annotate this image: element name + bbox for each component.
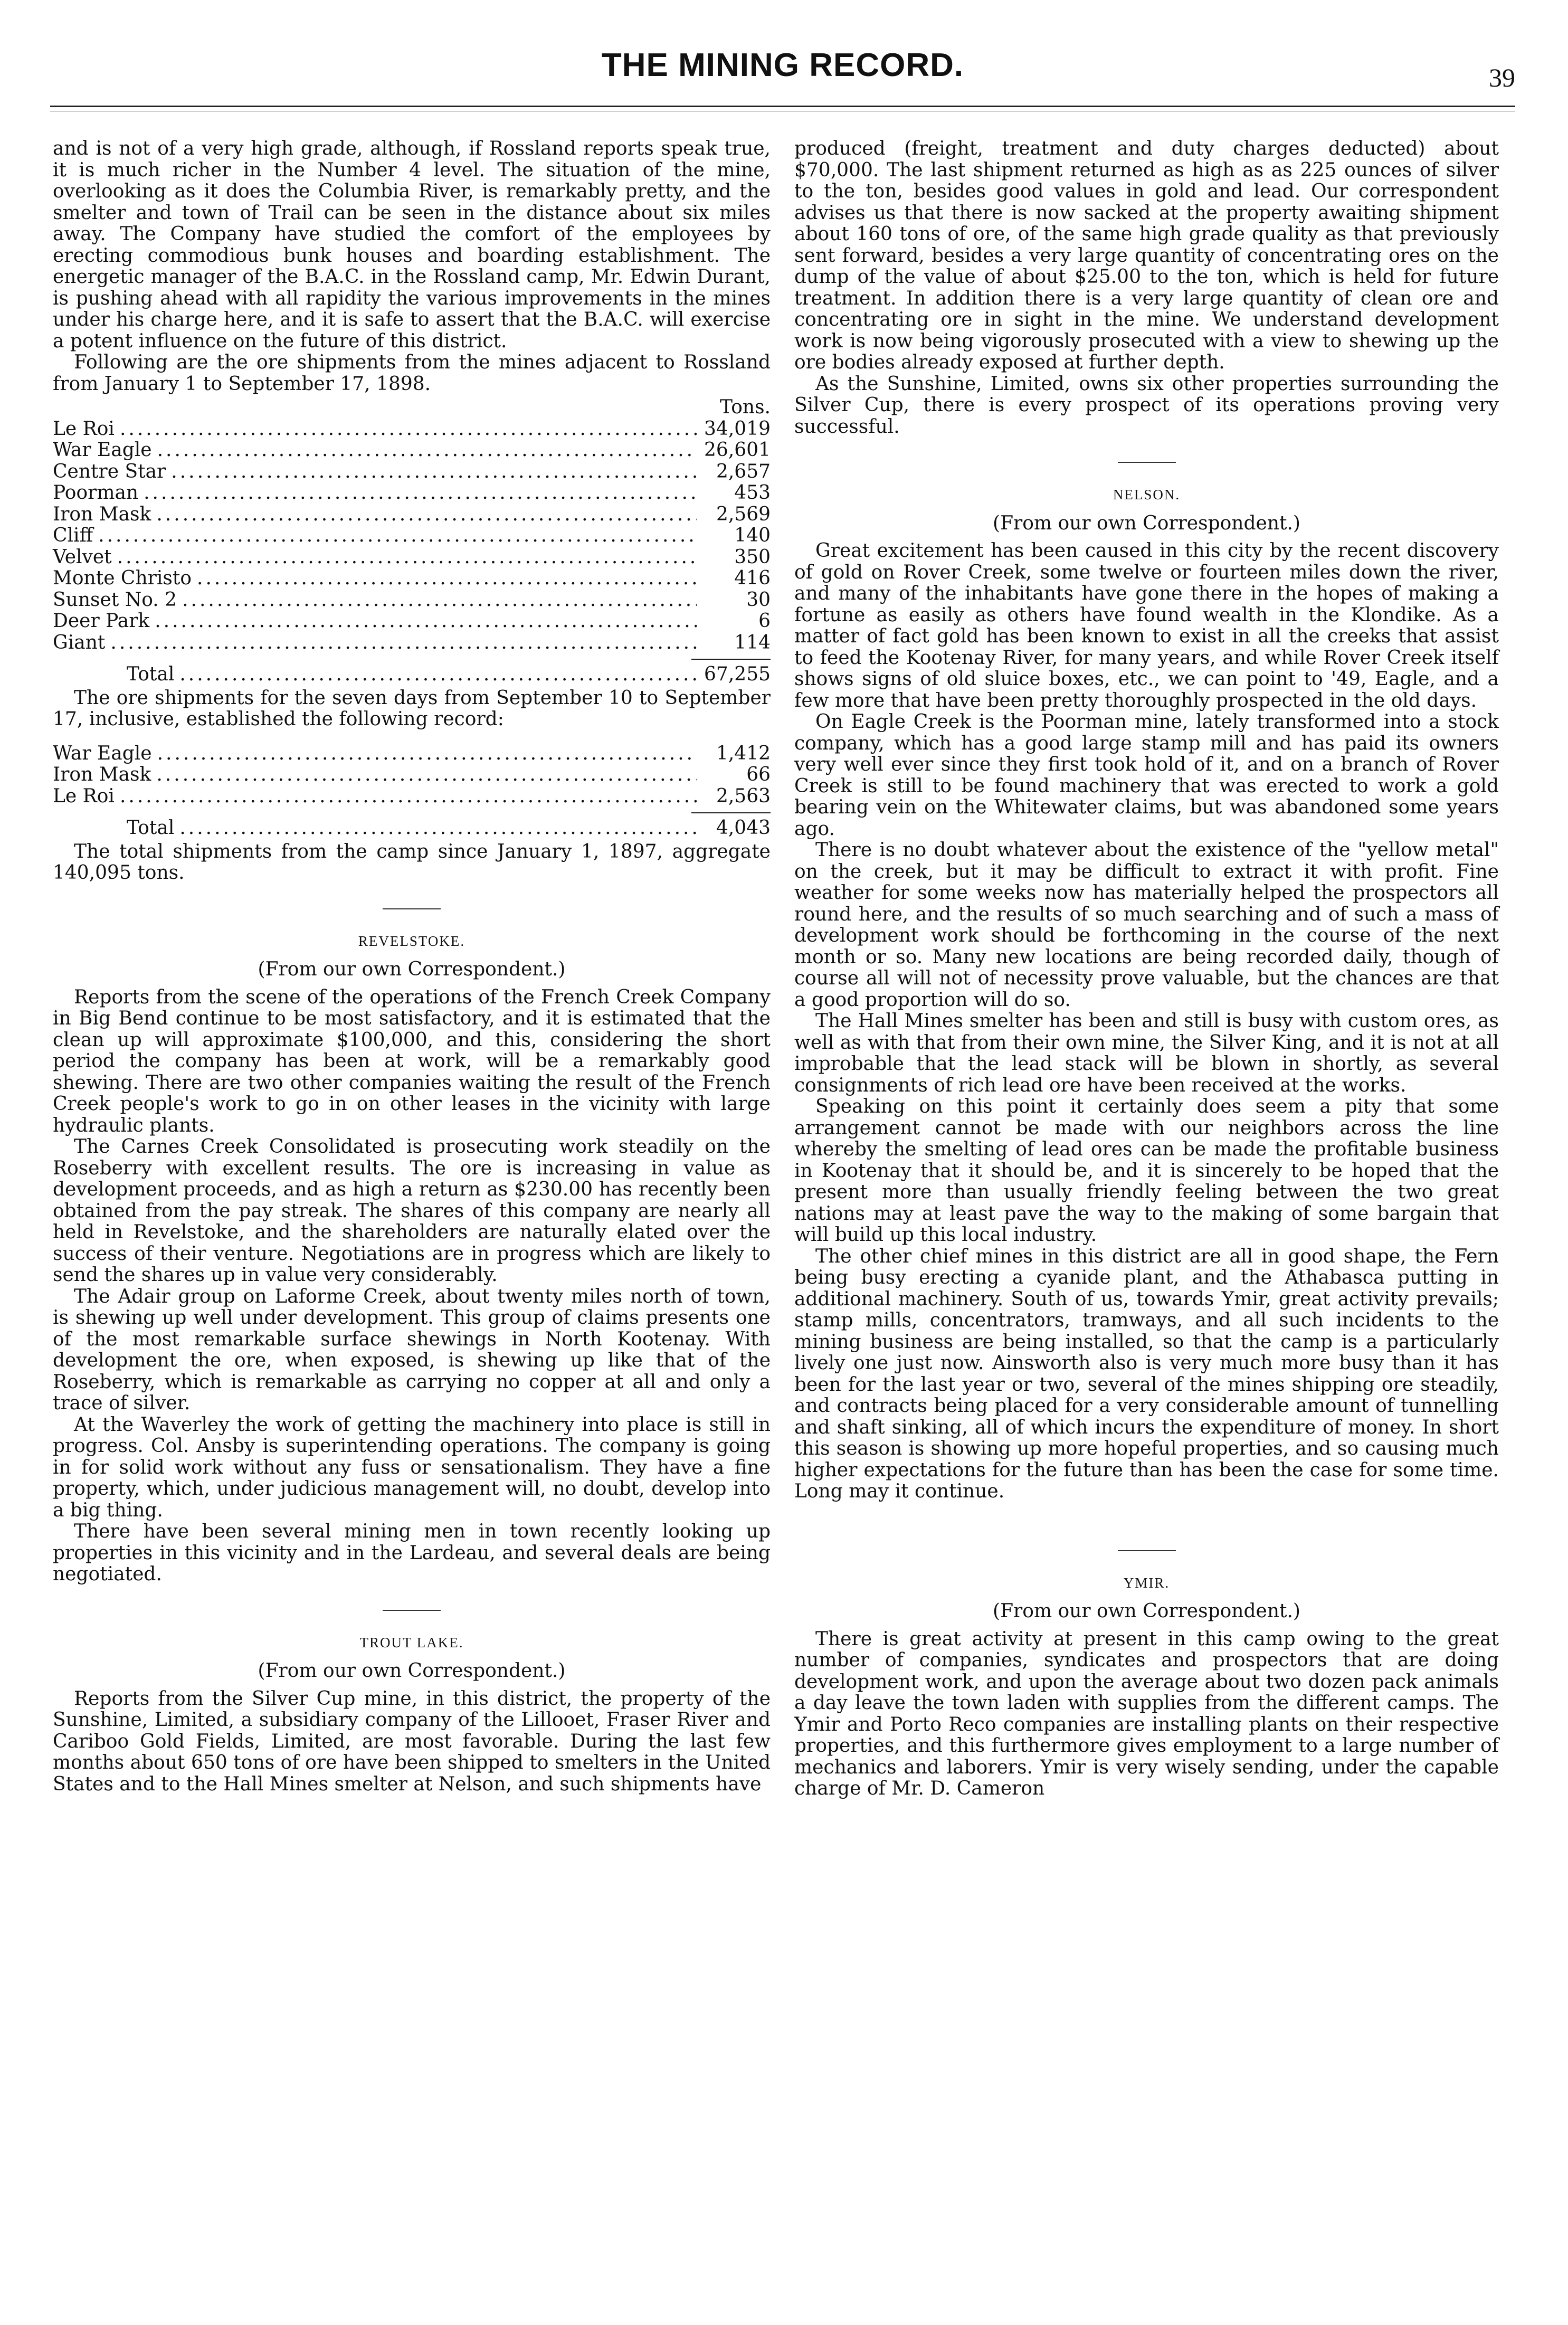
paragraph: Reports from the scene of the operations of the French Creek Company in Big Bend continue to be most satisfactory, and it is estimated that the clean up will approximate $100,000, and this, considering the short period the company has been at work, will be a remarkably good shewing. There are two other companies waiting the result of the French Creek people's work to go in on other leases in the vicinity with large hydraulic plants. <box>53 986 771 1136</box>
paragraph: Great excitement has been caused in this city by the recent discovery of gold on Rover Creek, some twelve or fourteen miles down the river, and many of the inhabitants have gone there in the hopes of making a fortune as easily as others have found wealth in the Klondike. As a matter of fact gold has been known to exist in all the creeks that assist to feed the Kootenay River, for many years, and while Rover Creek itself shows signs of old sluice boxes, etc., we can point to '49, Eagle, and a few more that have been pretty thoroughly prospected in the old days. <box>794 540 1499 711</box>
table-row: Monte Christo ..... 416 <box>53 568 771 590</box>
paragraph: The Carnes Creek Consolidated is prosecuting work steadily on the Roseberry with excellent results. The ore is increasing in value as development proceeds, and as high a return as $230.00 has recently been obtained from the pay streak. The shares of this company are nearly all held in Revelstoke, and the shareholders are naturally elated over the success of their venture. Negotiations are in progress which are likely to send the shares up in value very considerably. <box>53 1136 771 1286</box>
section-separator <box>1118 1550 1176 1551</box>
paragraph: and is not of a very high grade, although, if Rossland reports speak true, it is much richer in the Number 4 level. The situation of the mine, overlooking as it does the Columbia River, is remarkably pretty, and the smelter and town of Trail can be seen in the distance about six miles away. The Company have studied the comfort of the employees by erecting commodious bunk houses and boarding establishment. The energetic manager of the B.A.C. in the Rossland camp, Mr. Edwin Durant, is pushing ahead with all rapidity the various improvements in the mines under his charge here, and it is safe to assert that the B.A.C. will exercise a potent influence on the future of this district. <box>53 138 771 352</box>
sum-rule <box>691 812 771 813</box>
table-row: Centre Star ..... 2,657 <box>53 461 771 483</box>
correspondent-subhead: (From our own Correspondent.) <box>993 1600 1300 1622</box>
table-row: Le Roi ..... 2,563 <box>53 786 771 808</box>
right-column <box>794 138 1499 1800</box>
table-row: Sunset No. 2 ..... 30 <box>53 590 771 611</box>
paragraph: The ore shipments for the seven days from September 10 to September 17, inclusive, established the following record: <box>53 687 771 730</box>
table-row: War Eagle ..... 26,601 <box>53 440 771 461</box>
paragraph: On Eagle Creek is the Poorman mine, lately transformed into a stock company, which has a good large stamp mill and has paid its owners very well ever since they first took hold of it, and on a branch of Rover Creek is still to be found machinery that was erected to work a gold bearing vein on the Whitewater claims, but was abandoned some years ago. <box>794 711 1499 840</box>
paragraph: The other chief mines in this district are all in good shape, the Fern being busy erecting a cyanide plant, and the Athabasca putting in additional machinery. South of us, towards Ymir, great activity prevails; stamp mills, concentrators, tramways, and all such incidents to the mining business are being installed, so that the camp is a particularly lively one just now. Ainsworth also is very much more busy than it has been for the last year or two, several of the mines shipping ore steadily, and contracts being placed for a very considerable amount of tunnelling and shaft sinking, all of which incurs the expenditure of money. In short this season is showing up more hopeful properties, and so causing much higher expectations for the future than has been the case for some time. Long may it continue. <box>794 1245 1499 1502</box>
weekly-shipments-table <box>53 743 771 839</box>
table-row: Iron Mask ..... 66 <box>53 764 771 786</box>
table-row: Poorman ..... 453 <box>53 482 771 504</box>
section-separator <box>383 908 441 909</box>
correspondent-subhead: (From our own Correspondent.) <box>258 1660 566 1682</box>
masthead: THE MINING RECORD. <box>601 47 964 83</box>
paragraph: The Adair group on Laforme Creek, about twenty miles north of town, is shewing up well under development. This group of claims presents one of the most remarkable surface shewings in North Kootenay. With development the ore, when exposed, is shewing up like that of the Roseberry, which is remarkable as carrying no copper at all and only a trace of silver. <box>53 1285 771 1414</box>
paragraph: There have been several mining men in town recently looking up properties in this vicinity and in the Lardeau, and several deals are being negotiated. <box>53 1521 771 1585</box>
section-title-revelstoke: REVELSTOKE. <box>358 933 465 949</box>
section-title-nelson: NELSON. <box>1113 487 1181 502</box>
paragraph: Following are the ore shipments from the mines adjacent to Rossland from January 1 to September 17, 1898. <box>53 352 771 395</box>
paragraph: Reports from the Silver Cup mine, in this district, the property of the Sunshine, Limited, a subsidiary company of the Lillooet, Fraser River and Cariboo Gold Fields, Limited, are most favorable. During the last few months about 650 tons of ore have been shipped to smelters in the United States and to the Hall Mines smelter at Nelson, and such shipments have <box>53 1687 771 1795</box>
table-row: Giant ..... 114 <box>53 632 771 654</box>
paragraph: At the Waverley the work of getting the machinery into place is still in progress. Col. Ansby is superintending operations. The company is going in for solid work without any fuss or sensationalism. They have a fine property, which, under judicious management will, no doubt, develop into a big thing. <box>53 1413 771 1521</box>
page-header <box>50 46 1515 105</box>
table-row: Cliff ..... 140 <box>53 525 771 547</box>
page-number: 39 <box>1489 63 1515 92</box>
correspondent-subhead: (From our own Correspondent.) <box>993 512 1300 534</box>
paragraph: Speaking on this point it certainly does seem a pity that some arrangement cannot be made with our neighbors across the line whereby the smelting of lead ores can be made the profitable business in Kootenay that it should be, and it is sincerely to be hoped that the present more than usually friendly feeling between the two great nations may at least pave the way to the making of some bargain that will build up this local industry. <box>794 1096 1499 1246</box>
paragraph: The total shipments from the camp since January 1, 1897, aggregate 140,095 tons. <box>53 840 771 884</box>
paragraph: There is no doubt whatever about the existence of the "yellow metal" on the creek, but it may be difficult to extract it with profit. Fine weather for some weeks now has materially helped the prospectors all round here, and the results of so much searching and of such a mass of development work should be forthcoming in the course of the next month or so. Many new locations are being recorded daily, though of course all will not of necessity prove valuable, but the chances are that a good proportion will do so. <box>794 839 1499 1011</box>
table-unit-header: Tons. <box>720 396 771 418</box>
header-rule <box>50 106 1515 107</box>
paragraph: As the Sunshine, Limited, owns six other properties surrounding the Silver Cup, there is every prospect of its operations proving very successful. <box>794 373 1499 438</box>
table-total-row: Total ..... 67,255 <box>53 664 771 686</box>
paragraph: The Hall Mines smelter has been and still is busy with custom ores, as well as with that from their own mine, the Silver King, and it is not at all improbable that the lead stack will be blown in shortly, as several consignments of rich lead ore have been received at the works. <box>794 1010 1499 1096</box>
section-title-trout-lake: TROUT LAKE. <box>359 1634 464 1650</box>
table-row: Velvet ..... 350 <box>53 547 771 568</box>
section-separator <box>1118 462 1176 463</box>
ore-shipments-table <box>53 397 771 686</box>
section-separator <box>383 1610 441 1611</box>
table-row: War Eagle ..... 1,412 <box>53 743 771 765</box>
table-row: Deer Park ..... 6 <box>53 611 771 632</box>
section-title-ymir: YMIR. <box>1123 1574 1170 1591</box>
table-row: Iron Mask ..... 2,569 <box>53 504 771 526</box>
paragraph: There is great activity at present in this camp owing to the great number of companies, syndicates and prospectors that are doing development work, and upon the average about two dozen pack animals a day leave the town laden with supplies from the different camps. The Ymir and Porto Reco companies are installing plants on their respective properties, and this furthermore gives employment to a large number of mechanics and laborers. Ymir is very wisely sending, under the capable charge of Mr. D. Cameron <box>794 1628 1499 1799</box>
sum-rule <box>691 659 771 660</box>
left-column <box>53 138 771 1795</box>
table-total-row: Total ..... 4,043 <box>53 818 771 839</box>
paragraph: produced (freight, treatment and duty charges deducted) about $70,000. The last shipment returned as high as as 225 ounces of silver to the ton, besides good values in gold and lead. Our correspondent advises us that there is now sacked at the property awaiting shipment about 160 tons of ore, of the same high grade quality as that previously sent forward, besides a very large quantity of concentrating ores on the dump of the value of about $25.00 to the ton, which is held for future treatment. In addition there is a very large quantity of clean ore and concentrating ore in sight in the mine. We understand development work is now being vigorously prosecuted with a view to shewing up the ore bodies already exposed at further depth. <box>794 138 1499 373</box>
table-row: Le Roi ..... 34,019 <box>53 419 771 440</box>
correspondent-subhead: (From our own Correspondent.) <box>258 959 566 980</box>
